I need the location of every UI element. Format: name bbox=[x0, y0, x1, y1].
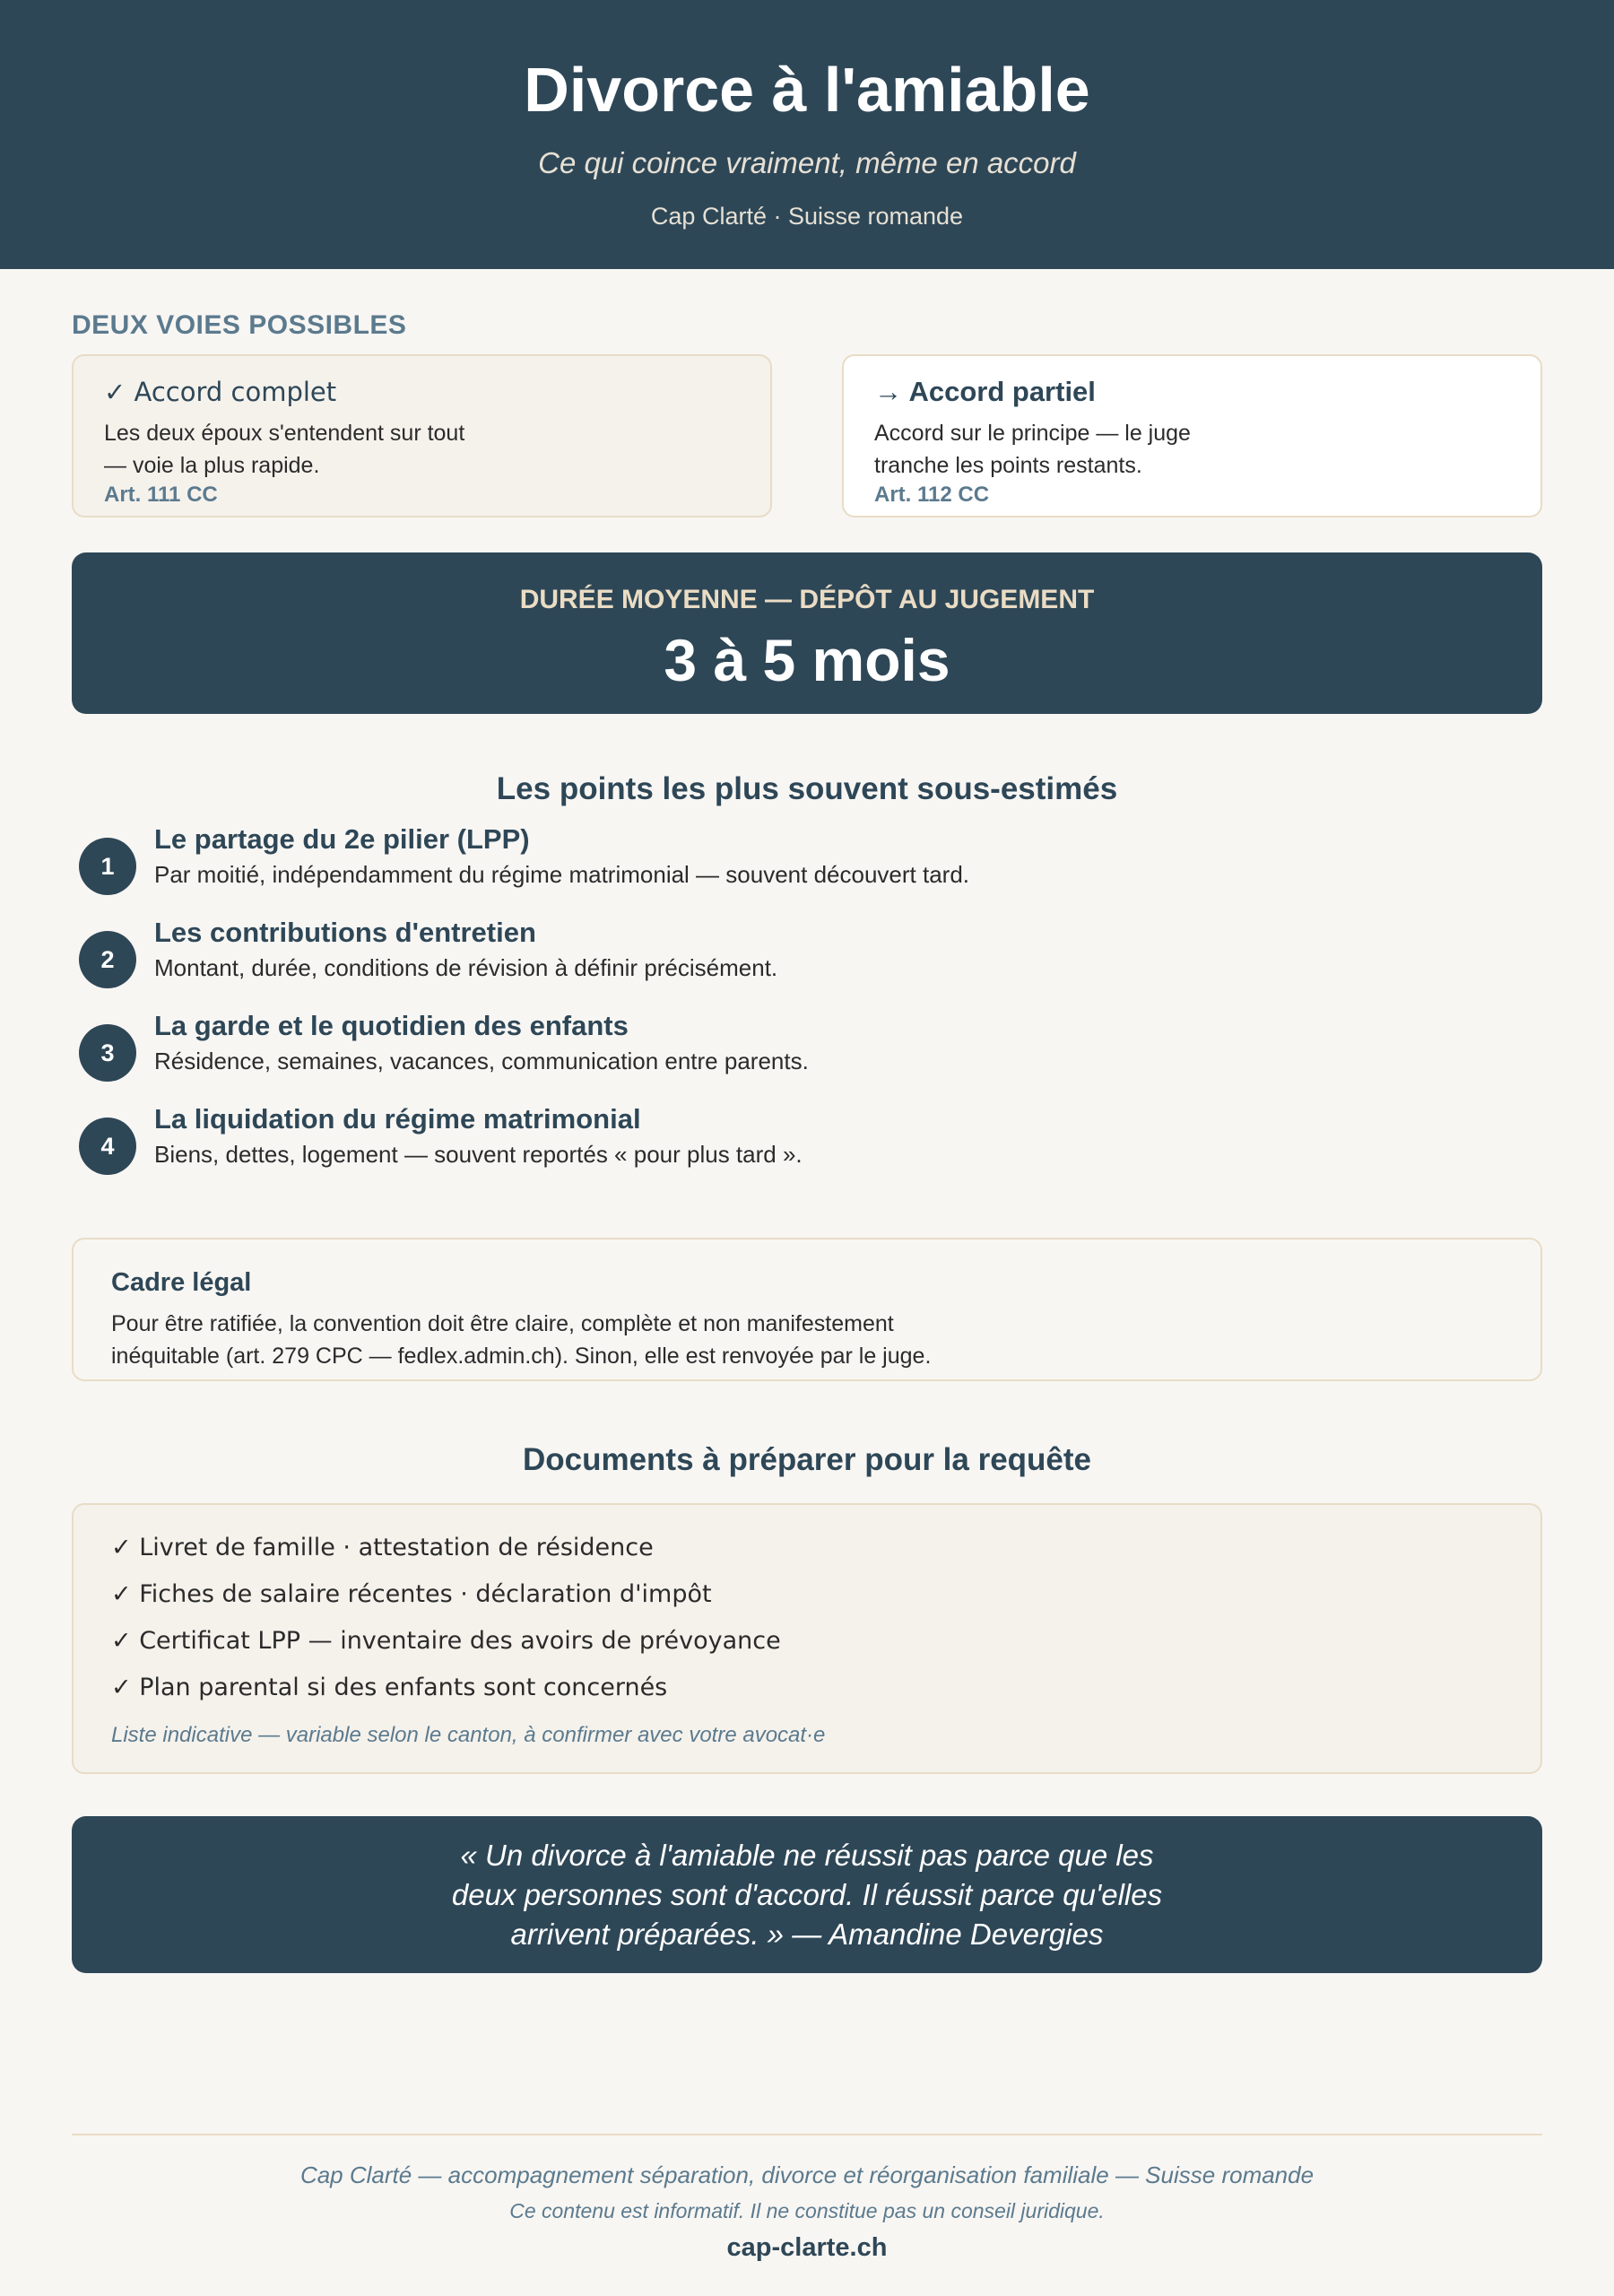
list-item bbox=[79, 1010, 1514, 1094]
number-badge: 4 bbox=[79, 1118, 136, 1175]
documents-box bbox=[72, 1503, 1542, 1774]
page-title: Divorce à l'amiable bbox=[524, 55, 1090, 125]
number-badge: 2 bbox=[79, 931, 136, 988]
quote-banner bbox=[72, 1816, 1542, 1973]
paths-label: DEUX VOIES POSSIBLES bbox=[72, 310, 407, 340]
footer-divider bbox=[72, 2134, 1542, 2135]
card-reference: Art. 111 CC bbox=[104, 483, 218, 507]
duration-banner bbox=[72, 552, 1542, 714]
list-item bbox=[79, 917, 1514, 1001]
legal-title: Cadre légal bbox=[111, 1268, 252, 1297]
card-accord-complet bbox=[72, 354, 772, 517]
footer-site-link[interactable]: cap-clarte.ch bbox=[726, 2233, 888, 2262]
quote-text: « Un divorce à l'amiable ne réussit pas parce que les deux personnes sont d'accord. Il réussit parce qu'elles arrivent préparées. » — Amandine Devergies bbox=[451, 1838, 1163, 1951]
point-title: La garde et le quotidien des enfants bbox=[154, 1010, 629, 1041]
page-subtitle: Ce qui coince vraiment, même en accord bbox=[538, 146, 1076, 179]
point-text: Par moitié, indépendamment du régime matrimonial — souvent découvert tard. bbox=[154, 861, 969, 888]
duration-label: DURÉE MOYENNE — DÉPÔT AU JUGEMENT bbox=[519, 585, 1095, 614]
documents-note: Liste indicative — variable selon le canton, à confirmer avec votre avocat·e bbox=[111, 1723, 826, 1747]
card-accord-partiel bbox=[842, 354, 1542, 517]
list-item bbox=[79, 823, 1514, 908]
document-item: ✓ Fiches de salaire récentes · déclaration d'impôt bbox=[111, 1580, 712, 1608]
footer-disclaimer: Ce contenu est informatif. Il ne constitue pas un conseil juridique. bbox=[509, 2199, 1105, 2222]
points-heading: Les points les plus souvent sous-estimés bbox=[496, 771, 1118, 806]
card-title: ✓ Accord complet bbox=[104, 377, 337, 407]
header-banner bbox=[0, 0, 1614, 269]
document-item: ✓ Certificat LPP — inventaire des avoirs de prévoyance bbox=[111, 1627, 781, 1655]
number-badge: 1 bbox=[79, 838, 136, 895]
document-item: ✓ Livret de famille · attestation de résidence bbox=[111, 1534, 654, 1561]
number-badge: 3 bbox=[79, 1024, 136, 1082]
card-title: → Accord partiel bbox=[874, 376, 1096, 407]
point-text: Biens, dettes, logement — souvent reportés « pour plus tard ». bbox=[154, 1141, 803, 1168]
point-title: Le partage du 2e pilier (LPP) bbox=[154, 823, 530, 855]
card-text: Les deux époux s'entendent sur tout — voie la plus rapide. bbox=[104, 421, 465, 478]
documents-heading: Documents à préparer pour la requête bbox=[522, 1442, 1092, 1477]
point-text: Montant, durée, conditions de révision à définir précisément. bbox=[154, 954, 778, 981]
document-item: ✓ Plan parental si des enfants sont concernés bbox=[111, 1674, 668, 1701]
card-text: Accord sur le principe — le juge tranche les points restants. bbox=[874, 421, 1191, 478]
point-title: La liquidation du régime matrimonial bbox=[154, 1103, 641, 1135]
duration-value: 3 à 5 mois bbox=[664, 627, 950, 693]
point-title: Les contributions d'entretien bbox=[154, 917, 536, 948]
footer-description: Cap Clarté — accompagnement séparation, divorce et réorganisation familiale — Suisse romande bbox=[299, 2161, 1315, 2188]
legal-box bbox=[72, 1238, 1542, 1381]
point-text: Résidence, semaines, vacances, communication entre parents. bbox=[154, 1048, 809, 1074]
list-item bbox=[79, 1103, 1514, 1187]
legal-text: Pour être ratifiée, la convention doit être claire, complète et non manifestement inéquitable (art. 279 CPC — fedlex.admin.ch). Sinon, elle est renvoyée par le juge. bbox=[111, 1311, 932, 1369]
brand-line: Cap Clarté · Suisse romande bbox=[650, 203, 964, 230]
card-reference: Art. 112 CC bbox=[874, 483, 990, 507]
